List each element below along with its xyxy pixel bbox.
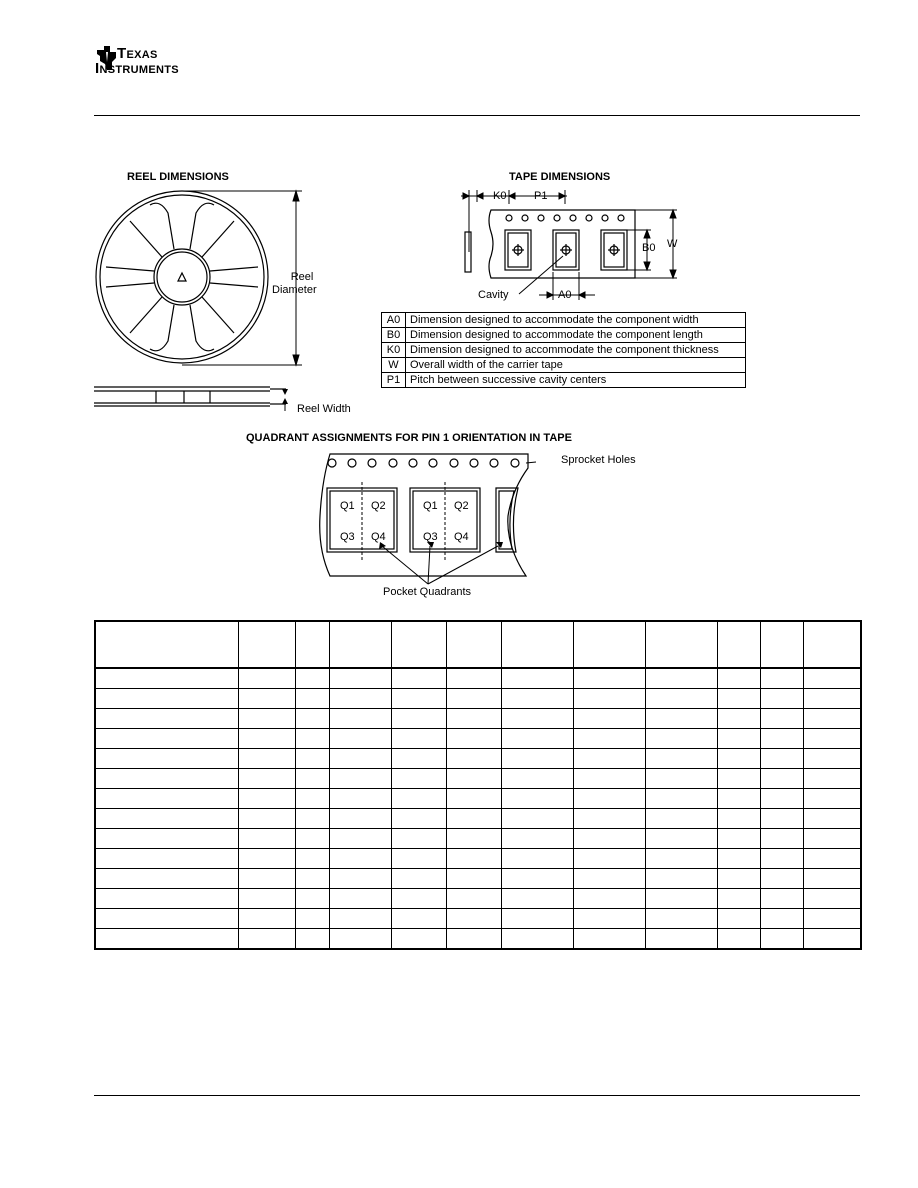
table-cell — [239, 849, 296, 869]
reel-width-label: Reel Width — [297, 403, 351, 415]
pocket1-q3-label: Q3 — [340, 531, 355, 543]
table-cell — [718, 729, 761, 749]
table-cell — [574, 709, 646, 729]
table-cell — [646, 668, 718, 689]
pocket2-q1-label: Q1 — [423, 500, 438, 512]
table-cell — [239, 749, 296, 769]
table-row — [95, 749, 861, 769]
table-cell — [761, 909, 804, 929]
table-cell — [574, 729, 646, 749]
table-cell — [447, 829, 502, 849]
table-cell — [392, 869, 447, 889]
tape-heading: TAPE DIMENSIONS — [509, 171, 611, 183]
table-cell — [330, 809, 392, 829]
table-cell — [502, 729, 574, 749]
table-cell — [239, 889, 296, 909]
table-cell — [296, 729, 330, 749]
table-cell — [447, 789, 502, 809]
legend-code: A0 — [382, 313, 406, 328]
pocket1-q2-label: Q2 — [371, 500, 386, 512]
table-cell — [761, 729, 804, 749]
table-cell — [718, 689, 761, 709]
table-cell — [574, 809, 646, 829]
table-cell — [239, 909, 296, 929]
legend-desc: Dimension designed to accommodate the component thickness — [406, 343, 746, 358]
table-cell — [296, 769, 330, 789]
pocket-quadrants-label: Pocket Quadrants — [383, 586, 472, 598]
table-row — [95, 689, 861, 709]
table-row — [95, 929, 861, 950]
table-cell — [239, 709, 296, 729]
table-cell — [646, 729, 718, 749]
reel-data-table — [94, 620, 862, 950]
table-cell — [296, 849, 330, 869]
table-row — [95, 809, 861, 829]
table-row — [95, 709, 861, 729]
table-cell — [718, 809, 761, 829]
table-cell — [330, 709, 392, 729]
table-cell — [502, 749, 574, 769]
table-cell — [296, 929, 330, 950]
table-cell — [718, 909, 761, 929]
table-row — [95, 829, 861, 849]
table-cell — [574, 668, 646, 689]
legend-code: B0 — [382, 328, 406, 343]
logo-wordmark — [95, 45, 179, 77]
tape-cavity-label: Cavity — [478, 289, 509, 301]
table-cell — [447, 668, 502, 689]
table-cell — [718, 829, 761, 849]
table-cell — [502, 789, 574, 809]
table-cell — [296, 789, 330, 809]
table-cell — [392, 829, 447, 849]
table-cell — [239, 689, 296, 709]
table-cell — [447, 689, 502, 709]
table-cell — [330, 769, 392, 789]
table-cell — [761, 929, 804, 950]
table-cell — [447, 749, 502, 769]
table-row — [95, 789, 861, 809]
table-cell — [646, 929, 718, 950]
tape-legend-table — [381, 312, 746, 388]
table-cell — [804, 909, 862, 929]
table-cell — [392, 769, 447, 789]
table-cell — [239, 668, 296, 689]
legend-code: K0 — [382, 343, 406, 358]
footer-rule — [94, 1095, 860, 1096]
table-cell — [239, 929, 296, 950]
table-cell — [296, 869, 330, 889]
table-cell — [761, 749, 804, 769]
table-cell — [646, 769, 718, 789]
table-cell — [296, 829, 330, 849]
table-cell — [392, 789, 447, 809]
tape-p1-label: P1 — [534, 190, 548, 202]
table-cell — [95, 869, 239, 889]
table-cell — [95, 769, 239, 789]
table-cell — [502, 769, 574, 789]
table-header-cell — [804, 621, 862, 668]
table-row — [95, 769, 861, 789]
table-cell — [574, 829, 646, 849]
table-cell — [447, 929, 502, 950]
table-cell — [718, 709, 761, 729]
table-cell — [330, 869, 392, 889]
table-cell — [239, 829, 296, 849]
table-cell — [761, 689, 804, 709]
tape-a0-label: A0 — [558, 289, 572, 301]
table-cell — [502, 889, 574, 909]
table-row — [95, 889, 861, 909]
table-header-row — [95, 621, 861, 668]
reel-diameter-label-2: Diameter — [272, 284, 317, 296]
table-header-cell — [296, 621, 330, 668]
table-cell — [447, 849, 502, 869]
table-cell — [502, 849, 574, 869]
table-cell — [646, 869, 718, 889]
quadrant-heading: QUADRANT ASSIGNMENTS FOR PIN 1 ORIENTATION IN TAPE — [246, 432, 572, 444]
table-cell — [804, 889, 862, 909]
reel-diameter-label-1: Reel — [290, 271, 314, 283]
table-header-cell — [239, 621, 296, 668]
ti-logo — [95, 44, 225, 84]
table-header-cell — [447, 621, 502, 668]
table-cell — [646, 789, 718, 809]
table-cell — [95, 689, 239, 709]
tape-b0-label: B0 — [642, 242, 656, 254]
table-cell — [330, 689, 392, 709]
table-cell — [95, 709, 239, 729]
table-cell — [761, 789, 804, 809]
table-cell — [502, 869, 574, 889]
table-header-cell — [392, 621, 447, 668]
table-cell — [804, 749, 862, 769]
table-cell — [392, 749, 447, 769]
table-cell — [447, 709, 502, 729]
table-cell — [502, 829, 574, 849]
legend-desc: Overall width of the carrier tape — [406, 358, 746, 373]
table-cell — [646, 809, 718, 829]
pocket2-q2-label: Q2 — [454, 500, 469, 512]
table-header-cell — [330, 621, 392, 668]
table-cell — [502, 668, 574, 689]
table-cell — [392, 929, 447, 950]
table-header-cell — [502, 621, 574, 668]
table-row — [95, 869, 861, 889]
table-cell — [447, 869, 502, 889]
table-cell — [646, 849, 718, 869]
table-cell — [718, 849, 761, 869]
table-cell — [330, 929, 392, 950]
table-cell — [95, 929, 239, 950]
table-cell — [330, 729, 392, 749]
header-rule — [94, 115, 860, 116]
table-cell — [447, 769, 502, 789]
table-cell — [804, 689, 862, 709]
table-cell — [718, 929, 761, 950]
table-cell — [646, 749, 718, 769]
table-cell — [502, 709, 574, 729]
table-cell — [502, 689, 574, 709]
legend-desc: Dimension designed to accommodate the component length — [406, 328, 746, 343]
table-cell — [574, 749, 646, 769]
table-cell — [761, 849, 804, 869]
table-cell — [392, 709, 447, 729]
reel-heading: REEL DIMENSIONS — [127, 171, 229, 183]
table-cell — [95, 749, 239, 769]
table-cell — [330, 829, 392, 849]
table-cell — [804, 709, 862, 729]
table-cell — [296, 668, 330, 689]
table-header-cell — [718, 621, 761, 668]
legend-row — [382, 358, 746, 373]
table-cell — [718, 869, 761, 889]
table-cell — [296, 749, 330, 769]
table-cell — [761, 809, 804, 829]
legend-row — [382, 373, 746, 388]
table-cell — [95, 849, 239, 869]
table-cell — [447, 889, 502, 909]
table-cell — [447, 809, 502, 829]
table-cell — [804, 809, 862, 829]
legend-code: P1 — [382, 373, 406, 388]
legend-row — [382, 313, 746, 328]
table-cell — [296, 909, 330, 929]
table-cell — [761, 889, 804, 909]
table-cell — [804, 789, 862, 809]
tape-k0-label: K0 — [493, 190, 507, 202]
table-cell — [761, 668, 804, 689]
table-header-cell — [574, 621, 646, 668]
table-cell — [574, 909, 646, 929]
table-row — [95, 729, 861, 749]
legend-desc: Dimension designed to accommodate the component width — [406, 313, 746, 328]
table-cell — [574, 849, 646, 869]
legend-code: W — [382, 358, 406, 373]
table-cell — [447, 909, 502, 929]
table-cell — [239, 869, 296, 889]
pocket1-q4-label: Q4 — [371, 531, 386, 543]
table-cell — [95, 668, 239, 689]
table-cell — [804, 668, 862, 689]
table-cell — [804, 769, 862, 789]
pocket2-q4-label: Q4 — [454, 531, 469, 543]
reel-drawing — [90, 185, 370, 420]
table-cell — [804, 729, 862, 749]
table-cell — [646, 889, 718, 909]
table-cell — [392, 889, 447, 909]
table-cell — [95, 829, 239, 849]
table-cell — [95, 789, 239, 809]
table-cell — [296, 709, 330, 729]
table-cell — [718, 668, 761, 689]
table-cell — [718, 889, 761, 909]
tape-w-label: W — [667, 238, 678, 250]
legend-row — [382, 328, 746, 343]
table-cell — [574, 929, 646, 950]
table-cell — [447, 729, 502, 749]
tape-drawing — [455, 186, 695, 306]
table-cell — [804, 929, 862, 950]
table-header-cell — [95, 621, 239, 668]
table-cell — [392, 849, 447, 869]
table-cell — [239, 809, 296, 829]
table-cell — [761, 769, 804, 789]
table-cell — [718, 749, 761, 769]
table-cell — [804, 849, 862, 869]
table-cell — [574, 789, 646, 809]
table-cell — [646, 689, 718, 709]
table-cell — [392, 689, 447, 709]
legend-row — [382, 343, 746, 358]
table-cell — [761, 869, 804, 889]
quadrant-drawing — [290, 450, 540, 600]
table-cell — [95, 809, 239, 829]
table-cell — [330, 749, 392, 769]
table-cell — [574, 689, 646, 709]
table-cell — [574, 769, 646, 789]
table-cell — [502, 909, 574, 929]
table-header-cell — [761, 621, 804, 668]
table-cell — [502, 809, 574, 829]
table-cell — [646, 909, 718, 929]
table-cell — [761, 709, 804, 729]
table-cell — [239, 769, 296, 789]
table-cell — [574, 889, 646, 909]
table-row — [95, 668, 861, 689]
table-cell — [95, 729, 239, 749]
table-cell — [718, 769, 761, 789]
table-cell — [330, 849, 392, 869]
table-cell — [646, 829, 718, 849]
table-cell — [95, 909, 239, 929]
logo-line-1: Texas — [117, 45, 158, 62]
table-cell — [392, 809, 447, 829]
table-cell — [392, 909, 447, 929]
table-cell — [296, 809, 330, 829]
table-cell — [718, 789, 761, 809]
table-cell — [296, 689, 330, 709]
pocket1-q1-label: Q1 — [340, 500, 355, 512]
table-cell — [330, 889, 392, 909]
table-cell — [239, 729, 296, 749]
logo-line-2: Instruments — [95, 60, 179, 77]
sprocket-holes-label: Sprocket Holes — [561, 454, 636, 466]
table-cell — [574, 869, 646, 889]
table-row — [95, 909, 861, 929]
table-cell — [330, 909, 392, 929]
table-cell — [95, 889, 239, 909]
table-cell — [330, 668, 392, 689]
pocket2-q3-label: Q3 — [423, 531, 438, 543]
table-cell — [761, 829, 804, 849]
table-cell — [502, 929, 574, 950]
table-cell — [330, 789, 392, 809]
table-cell — [804, 869, 862, 889]
table-cell — [646, 709, 718, 729]
table-cell — [392, 729, 447, 749]
table-cell — [296, 889, 330, 909]
table-cell — [804, 829, 862, 849]
table-cell — [239, 789, 296, 809]
table-row — [95, 849, 861, 869]
legend-desc: Pitch between successive cavity centers — [406, 373, 746, 388]
table-cell — [392, 668, 447, 689]
table-header-cell — [646, 621, 718, 668]
